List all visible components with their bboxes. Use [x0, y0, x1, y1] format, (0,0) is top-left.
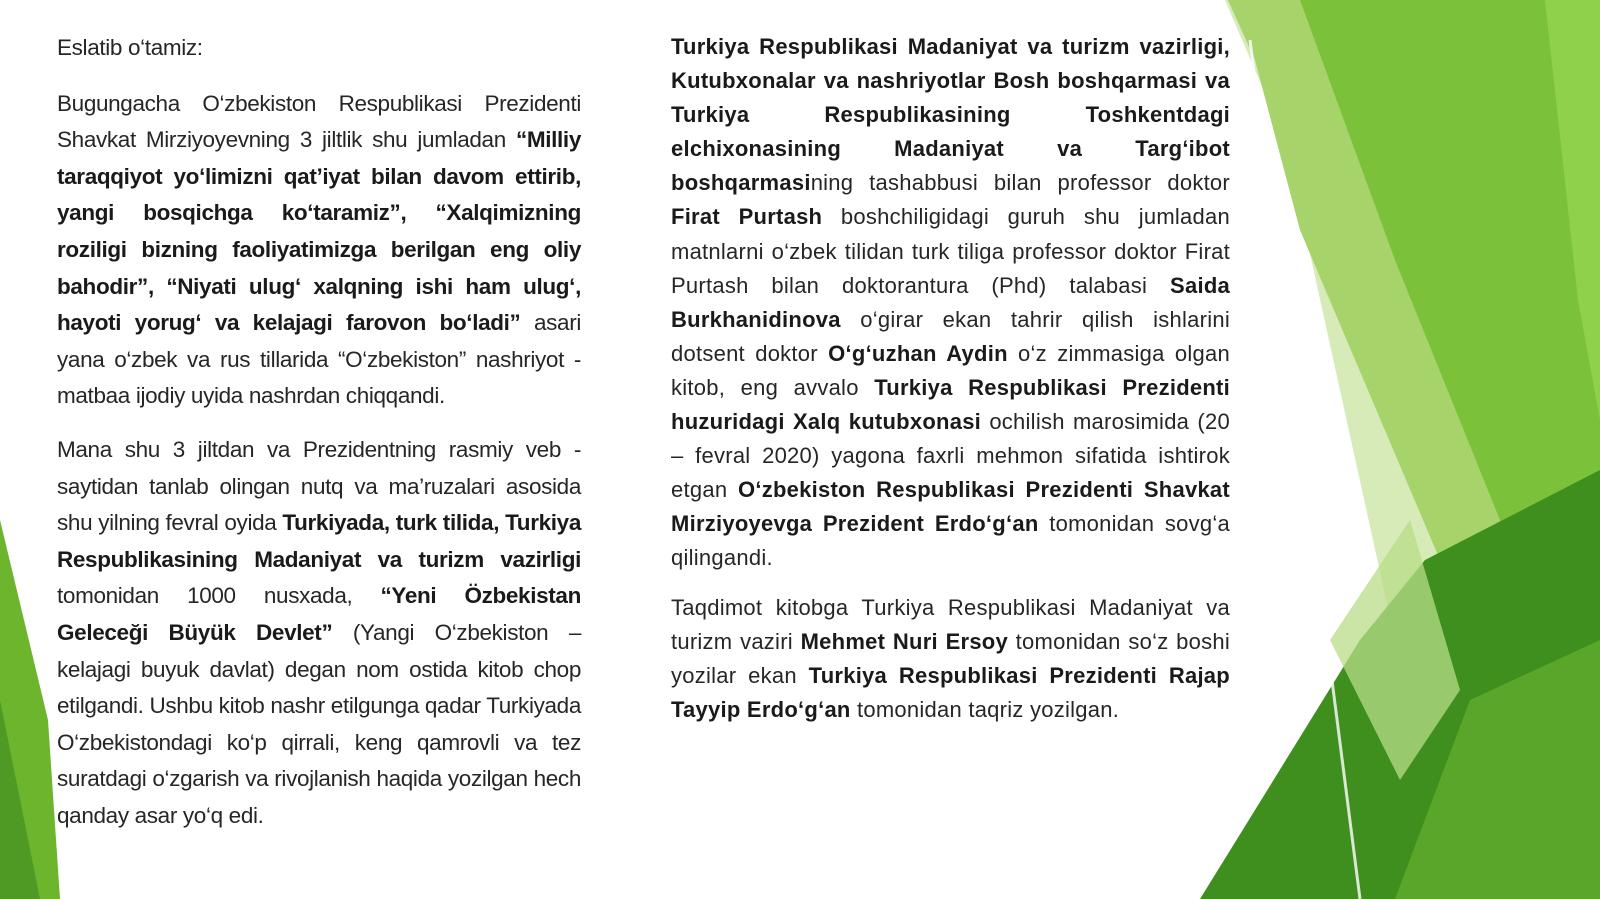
left-paragraph-1 [57, 86, 581, 415]
right-paragraph-2 [671, 591, 1230, 727]
text-span: boshchiligidagi guruh shu jumladan matnlarni o‘zbek tilidan turk tiliga professor doktor Firat Purtash bilan doktorantura (Phd) talabasi [671, 204, 1230, 298]
text-span: tomonidan 1000 nusxada, [57, 583, 381, 609]
bold-book-titles: “Milliy taraqqiyot yo‘limizni qat’iyat bilan davom ettirib, yangi bosqichga ko‘taramiz”, “Xalqimizning roziligi bizning faoliyatimizga berilgan eng oliy bahodir”, “Niyati ulug‘ xalqning ishi ham ulug‘, hayoti yorug‘ va kelajagi farovon bo‘ladi” [57, 127, 581, 336]
text-span: tomonidan taqriz yozilgan. [850, 696, 1120, 722]
text-span: tomonidan so‘z boshi yozilar ekan [671, 628, 1230, 688]
bold-book-title: “Yeni Özbekistan Geleceği Büyük Devlet” [57, 583, 581, 645]
right-text-column [671, 30, 1230, 727]
text-span: ochilish marosimida (20 – fevral 2020) yagona faxrli mehmon sifatida ishtirok etgan [671, 409, 1230, 503]
text-span: asari yana o‘zbek va rus tillarida “O‘zbekiston” nashriyot - matbaa ijodiy uyida nashrdan chiqqandi. [57, 310, 582, 409]
left-paragraph-2 [57, 432, 581, 835]
bold-person-name: Mehmet Nuri Ersoy [800, 628, 1008, 654]
bold-person-name: Turkiya Respublikasi Prezidenti Rajap Tayyip Erdo‘g‘an [671, 662, 1230, 722]
bold-library-name: Turkiya Respublikasi Prezidenti huzuridagi Xalq kutubxonasi [671, 374, 1230, 435]
text-span: o‘girar ekan tahrir qilish ishlarini dotsent doktor [671, 306, 1230, 366]
bold-person-name: Firat Purtash [671, 204, 823, 230]
text-span: ning tashabbusi bilan professor doktor [810, 170, 1230, 196]
bold-institutions: Turkiya Respublikasi Madaniyat va turizm vazirligi, Kutubxonalar va nashriyotlar Bosh boshqarmasi va Turkiya Respublikasining Toshkentdagi elchixonasining Madaniyat va Targ‘ibot boshqarmasi [671, 34, 1230, 196]
text-span: Taqdimot kitobga Turkiya Respublikasi Madaniyat va turizm vaziri [671, 594, 1230, 654]
bold-person-name: Saida Burkhanidinova [671, 272, 1230, 332]
text-span: (Yangi O‘zbekiston – kelajagi buyuk davlat) degan nom ostida kitob chop etilgandi. Ushbu kitob nashr etilgunga qadar Turkiyada O‘zbekistondagi ko‘p qirrali, keng qamrovli va tez suratdagi o‘zgarish va rivojlanish haqida yozilgan hech qanday asar yo‘q edi. [57, 619, 581, 828]
text-span: Bugungacha O‘zbekiston Respublikasi Prezidenti Shavkat Mirziyoyevning 3 jiltlik shu jumladan [57, 90, 581, 153]
text-span: tomonidan sovg‘a qilingandi. [671, 511, 1230, 571]
text-span: Mana shu 3 jiltdan va Prezidentning rasmiy veb - saytidan tanlab olingan nutq va ma’ruzalari asosida shu yilning fevral oyida [57, 436, 581, 536]
bold-presidents: O‘zbekiston Respublikasi Prezidenti Shavkat Mirziyoyevga Prezident Erdo‘g‘an [671, 477, 1230, 537]
text-span: o‘z zimmasiga olgan kitob, eng avvalo [671, 340, 1230, 400]
left-text-column [57, 30, 581, 834]
intro-heading: Eslatib o‘tamiz: [57, 35, 203, 60]
bold-person-name: O‘g‘uzhan Aydin [828, 340, 1008, 366]
right-paragraph-1 [671, 30, 1230, 576]
bold-publisher: Turkiyada, turk tilida, Turkiya Respublikasining Madaniyat va turizm vazirligi [57, 510, 581, 572]
